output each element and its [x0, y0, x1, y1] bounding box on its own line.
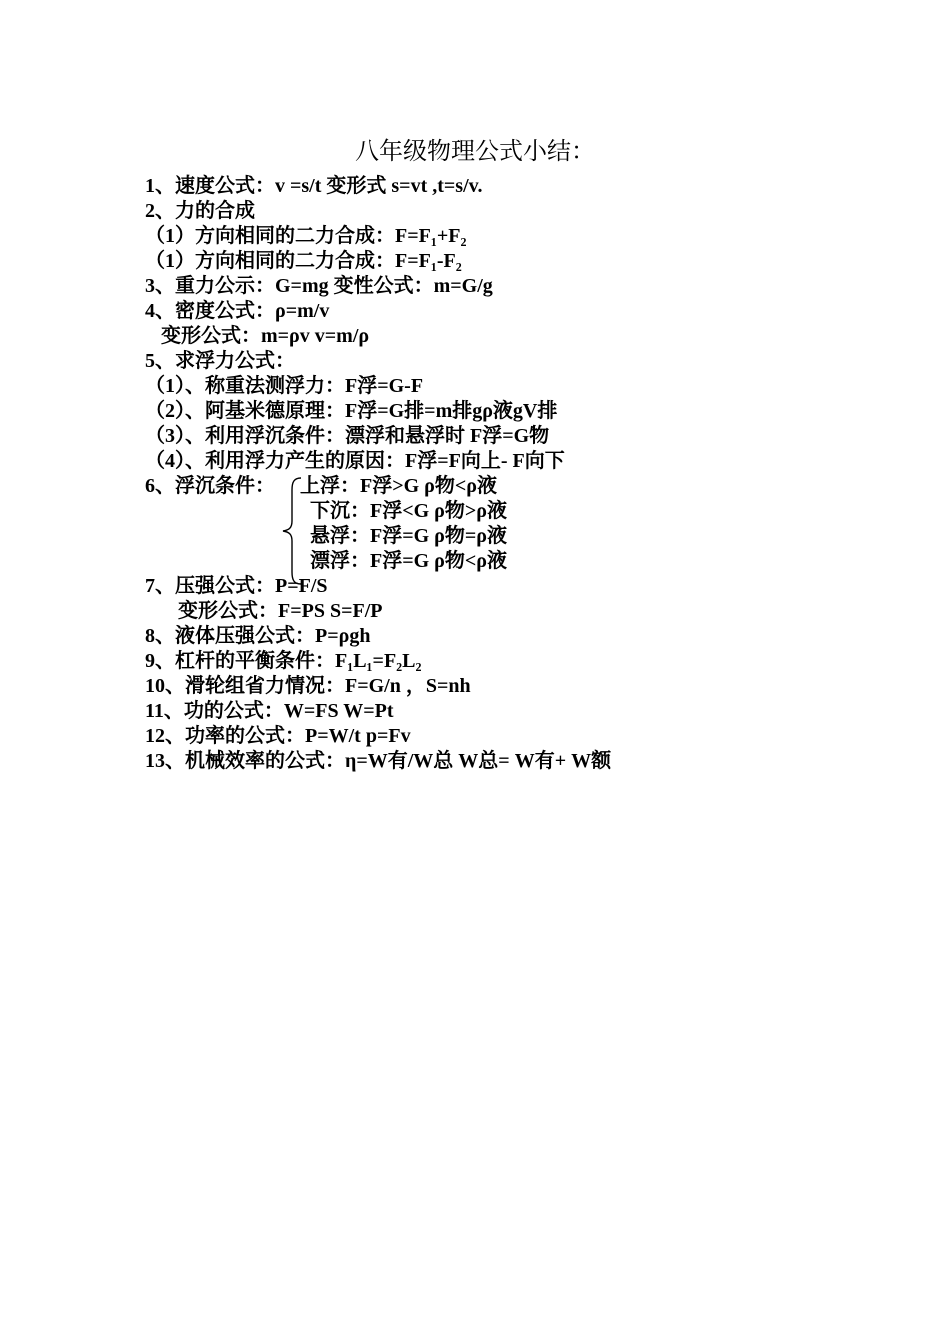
formula-line-power: 12、功率的公式：P=W/t p=Fv [145, 725, 411, 747]
condition-float: 漂浮：F浮=G ρ物<ρ液 [310, 550, 507, 572]
condition-sink: 下沉：F浮<G ρ物>ρ液 [310, 500, 507, 522]
page-title: 八年级物理公式小结： [355, 139, 595, 165]
formula-line-pressure: 7、压强公式：P=F/S [145, 575, 328, 597]
condition-rise: 上浮：F浮>G ρ物<ρ液 [300, 475, 497, 497]
formula-line-speed: 1、速度公式：v =s/t 变形式 s=vt ,t=s/v. [145, 175, 483, 197]
formula-line-force-composition: 2、力的合成 [145, 200, 255, 222]
formula-line-buoyancy: 5、求浮力公式： [145, 350, 295, 372]
formula-line-floating-condition: （3）、利用浮沉条件：漂浮和悬浮时 F浮=G物 [145, 425, 550, 447]
formula-line-archimedes: （2）、阿基米德原理：F浮=G排=m排gρ液gV排 [145, 400, 558, 422]
formula-line-gravity: 3、重力公示：G=mg 变性公式：m=G/g [145, 275, 493, 297]
formula-line-pressure-variants: 变形公式：F=PS S=F/P [178, 600, 383, 622]
formula-line-liquid-pressure: 8、液体压强公式：P=ρgh [145, 625, 371, 647]
formula-line-density: 4、密度公式：ρ=m/v [145, 300, 330, 322]
formula-line-pulley: 10、滑轮组省力情况：F=G/n ，S=nh [145, 675, 471, 697]
formula-line-buoyancy-weighing: （1）、称重法测浮力：F浮=G-F [145, 375, 424, 397]
formula-line-buoyancy-cause: （4）、利用浮力产生的原因：F浮=F向上- F向下 [145, 450, 565, 472]
formula-line-efficiency: 13、机械效率的公式：η=W有/W总 W总= W有+ W额 [145, 750, 612, 772]
formula-line-work: 11、功的公式：W=FS W=Pt [145, 700, 394, 722]
formula-line-opposite-direction: （1）方向相同的二力合成：F=F₁-F₂ [145, 250, 462, 272]
formula-line-density-variants: 变形公式：m=ρv v=m/ρ [161, 325, 370, 347]
formula-line-sink-float: 6、浮沉条件： [145, 475, 275, 497]
condition-suspend: 悬浮：F浮=G ρ物=ρ液 [310, 525, 507, 547]
formula-line-same-direction: （1）方向相同的二力合成：F=F₁+F₂ [145, 225, 467, 247]
formula-line-lever: 9、杠杆的平衡条件：F₁L₁=F₂L₂ [145, 650, 422, 672]
